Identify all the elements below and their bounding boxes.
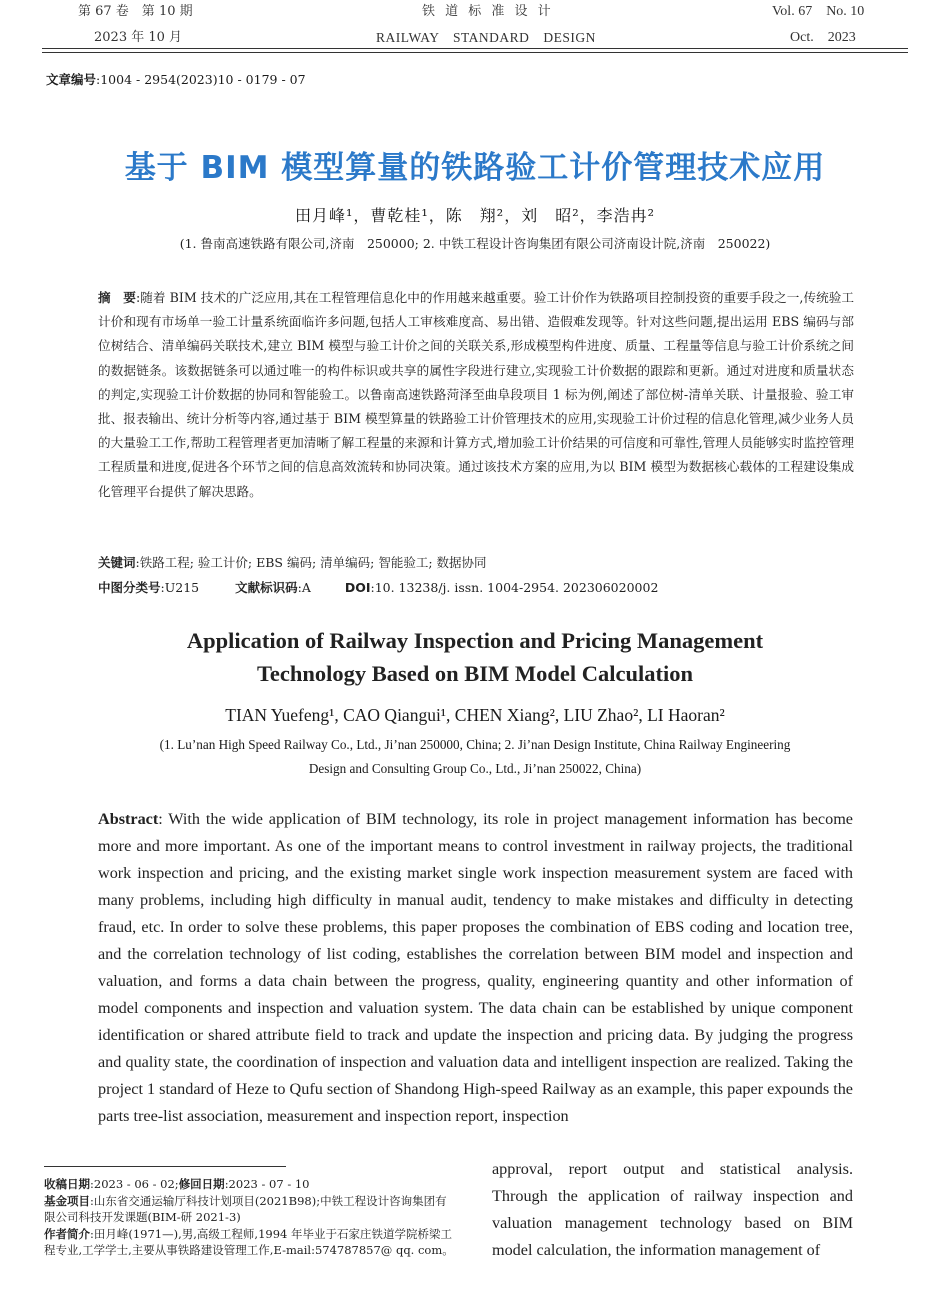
received-label: 收稿日期 [44, 1177, 90, 1191]
received-value: :2023 - 06 - 02; [90, 1177, 179, 1191]
author-bio-value: :田月峰(1971—),男,高级工程师,1994 年毕业于石家庄铁道学院桥梁工程专业,工学学士,主要从事铁路建设管理工作,E-mail:574787857@ qq. com。 [44, 1226, 454, 1257]
fund-value: :山东省交通运输厅科技计划项目(2021B98);中铁工程设计咨询集团有限公司科技开发课题(BIM-研 2021-3) [44, 1193, 447, 1224]
title-en-line2: Technology Based on BIM Model Calculation [256, 661, 694, 686]
authors-cn: 田月峰¹，曹乾桂¹，陈 翔²，刘 昭²，李浩冉² [294, 206, 656, 225]
header-date-cn: 2023 年 10 月 [94, 30, 183, 45]
abstract-en-text: : With the wide application of BIM technology, its role in project management information has become more and more important. As one of the important means to control investment in railway projects, the traditional work inspection and pricing, and the existing market single work inspection measurement system are faced with many problems, including high difficulty in manual audit, tendency to make mistakes and difficulty in detecting fraud, etc. In order to solve these problems, this paper proposes the combination of EBS coding and location tree, and the correlation technology of list coding, establishes the correlation between BIM model and inspection and valuation, and forms a data chain between the progress, quality, engineering quantity and other information of model components and inspection and valuation system. The data chain can be established by unique component identification or shared attribute field to track and update the inspection and pricing data. By judging the progress and quality state, the coordination of inspection and valuation data and intelligent inspection are realized. Taking the project 1 standard of Heze to Qufu section of Shandong High-speed Railway as an example, this paper expounds the parts tree-list association, measurement and inspection report, inspection [98, 810, 853, 1125]
classification-line [98, 578, 658, 596]
doi-value: :10. 13238/j. issn. 1004-2954. 202306020002 [370, 580, 659, 595]
title-cn: 基于 BIM 模型算量的铁路验工计价管理技术应用 [124, 150, 826, 186]
header-journal-name-cn: 铁 道 标 准 设 计 [422, 4, 554, 19]
keywords-cn-value: :铁路工程; 验工计价; EBS 编码; 清单编码; 智能验工; 数据协同 [135, 555, 487, 570]
authors-en: TIAN Yuefeng¹, CAO Qiangui¹, CHEN Xiang², LIU Zhao², LI Haoran² [225, 705, 725, 725]
abstract-en [98, 806, 853, 1130]
article-number-label: 文章编号 [46, 72, 97, 87]
footnote-fund [44, 1193, 454, 1226]
abstract-cn [98, 286, 854, 504]
abstract-cn-text: :随着 BIM 技术的广泛应用,其在工程管理信息化中的作用越来越重要。验工计价作为铁路项目控制投资的重要手段之一,传统验工计价和现有市场单一验工计量系统面临许多问题,包括人工审核难度高、易出错、造假难发现等。针对这些问题,提出运用 EBS 编码与部位树结合、清单编码关联技术,建立 BIM 模型与验工计价之间的关联关系,形成模型构件进度、质量、工程量等信息与验工计价系统之间的数据链条。该数据链条可以通过唯一的构件标识或共享的属性字段进行建立,实现验工计价数据的跟踪和更新。通过对进度和质量状态的判定,实现验工计价数据的协同和智能验工。以鲁南高速铁路菏泽至曲阜段项目 1 标为例,阐述了部位树-清单关联、计量报验、验工审批、报表输出、统计分析等内容,通过基于 BIM 模型算量的铁路验工计价管理技术的应用,实现验工计价过程的信息化管理,减少业务人员的大量验工工作,帮助工程管理者更加清晰了解工程量的来源和计算方式,增加验工计价结果的可信度和可靠性,管理人员能够实时监控管理工程质量和进度,促进各个环节之间的信息高效流转和协同决策。通过该技术方案的应用,为以 BIM 模型为数据核心载体的工程建设集成化管理平台提供了解决思路。 [98, 290, 854, 499]
abstract-en-continued: approval, report output and statistical analysis. Through the application of railway inspection and valuation management technology based on BIM model calculation, the information management of [492, 1160, 853, 1259]
header-volume-issue-en: Vol. 67 No. 10 [772, 4, 865, 19]
header-journal-name-en: RAILWAY STANDARD DESIGN [376, 30, 596, 45]
fund-label: 基金项目 [44, 1193, 90, 1208]
revised-label: 修回日期 [178, 1177, 225, 1191]
header-date-en: Oct. 2023 [790, 30, 856, 45]
doi-label: DOI [344, 580, 371, 595]
footnote-author-bio [44, 1226, 454, 1259]
footnote-dates [44, 1176, 454, 1193]
doc-code-value: :A [297, 580, 311, 595]
affiliations-cn: (1. 鲁南高速铁路有限公司,济南 250000; 2. 中铁工程设计咨询集团有限公司济南设计院,济南 250022) [179, 236, 771, 251]
article-number-value: :1004 - 2954(2023)10 - 0179 - 07 [96, 72, 306, 87]
abstract-en-label: Abstract [98, 810, 159, 828]
clc-label: 中图分类号 [98, 580, 161, 595]
author-bio-label: 作者简介 [44, 1226, 90, 1241]
header-rule-bottom [42, 52, 908, 53]
affiliations-en-line1: (1. Lu’nan High Speed Railway Co., Ltd., Ji’nan 250000, China; 2. Ji’nan Design Institute, China Railway Engineering [159, 737, 791, 752]
clc-value: :U215 [160, 580, 200, 595]
header-rule-top [42, 48, 908, 49]
title-en-line1: Application of Railway Inspection and Pricing Management [186, 628, 764, 653]
abstract-cn-label: 摘 要 [98, 290, 136, 305]
doc-code-label: 文献标识码 [235, 580, 298, 595]
header-volume-issue: 第 67 卷 第 10 期 [78, 4, 193, 19]
revised-value: :2023 - 07 - 10 [224, 1177, 310, 1191]
affiliations-en-line2: Design and Consulting Group Co., Ltd., Ji’nan 250022, China) [308, 761, 642, 776]
keywords-cn-label: 关键词 [98, 555, 136, 570]
footnote [44, 1176, 454, 1259]
article-number [46, 70, 306, 88]
keywords-cn [98, 553, 487, 571]
footnote-rule [44, 1166, 286, 1167]
